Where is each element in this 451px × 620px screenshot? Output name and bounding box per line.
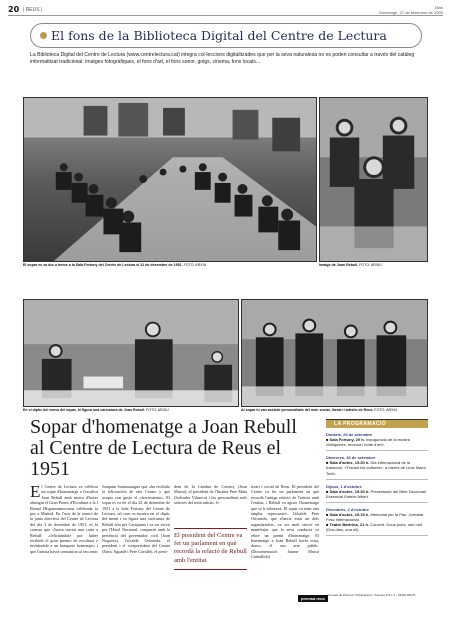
menu-diptych-caption: [23, 408, 239, 412]
banquet-photo-caption: [23, 263, 317, 267]
attendees-caption-text: Al sopar hi van assistir personalitats del món social, literari i artístic de Reus.: [241, 408, 374, 412]
banquet-photo-image: [24, 98, 316, 261]
program-title: LA PROGRAMACIÓ: [326, 419, 428, 428]
event-venue: ■ Teatre Bartrina, 21 h.: [326, 522, 370, 528]
event-text: Inauguració de la mostra «Màquines, recerca i fonts d'art».: [326, 437, 410, 448]
newspaper-page: [8, 6, 443, 614]
event-text: Presentació del llibre Diccionari Essencial Esteve Albert.: [326, 488, 427, 499]
intro-text: La Biblioteca Digital del Centre de Lectura (www.centrelectura.cat) integra col·leccions digitalitzades que per la seva naturalesa no es poden consultar a través del catàleg informatitzat tradicional: imatges fotogràfiques, el fons d'art, el fons sonor, goigs, cinema, fons locals...: [30, 52, 415, 65]
page-footer: [298, 594, 428, 604]
banner-title: El fons de la Biblioteca Digital del Centre de Lectura: [51, 28, 387, 43]
article-column-4: [251, 484, 319, 596]
rebull-portrait-caption: [319, 263, 428, 267]
event-text: Memorial per la Pau. Jornada Fesc internacional.: [326, 512, 423, 523]
drop-cap: E: [30, 484, 41, 501]
event-text: Dia internacional de la traducció. «Traduir les cultures», a càrrec de Lluís Maria Todó.: [326, 460, 426, 476]
program-event: [326, 507, 428, 536]
event-date: Dimarts, 29 de setembre: [326, 432, 373, 437]
article-pullquote: El president del Centre va fer un parlament en què recordà la relació de Rebull amb l'entitat: [174, 528, 247, 570]
page-header: [8, 6, 443, 16]
rebull-caption-text: Imatge de Joan Rebull.: [319, 263, 359, 267]
event-venue: ■ Sala d'actes, 19.15 h.: [326, 512, 370, 518]
attendees-caption: [241, 408, 428, 412]
program-event: [326, 432, 428, 451]
menu-diptych-photo: [23, 299, 239, 407]
event-venue: ■ Sala d'actes, 19.30 h.: [326, 460, 370, 466]
event-date: Dijous, 1 d'octubre: [326, 483, 362, 489]
menu-caption-text: En el díptic del menú del sopar, hi figura una caricatura de Joan Rebull.: [23, 408, 146, 412]
program-box: [326, 419, 428, 589]
issue-date: Diumenge, 27 de setembre de 2009: [379, 9, 443, 15]
article-headline: Sopar d'homenatge a Joan Rebull al Centre de Lectura de Reus el 1951: [30, 416, 297, 480]
section-banner: [30, 23, 422, 48]
page-number: 20: [8, 5, 20, 14]
article-column-1: [30, 484, 98, 596]
newspaper-brand: [379, 6, 443, 15]
event-date: Divendres, 2 d'octubre: [326, 506, 369, 512]
photo-credit: FOTO: ARXIU: [359, 263, 382, 267]
brand-name: Diari: [434, 5, 443, 10]
menu-diptych-image: [24, 300, 238, 406]
publisher-logo: premsa reus: [298, 595, 328, 602]
article-column-1-text: l Centre de Lectura va celebrar un sopar d'homenatge a l'escultor Joan Rebull amb motiu d'haver obtingut el Gran Premi d'Escultura a la I Bienal Hispanoamericana celebrada fa poc a Madrid. En l'acte de la reunió de la junta directiva del Centre de Lectura del dia 3 de desembre de 1951, es fa constar que s'havia tractat una carta a Rebull: «felicitándole por haber recibido el gran premio de escultura e invitándole a un banquete homenaje» i que l'artista havia comunicat al seu amic: [30, 484, 98, 554]
article-column-3-text: dent de la Cambra de Comerç (Joan Massó), el president de l'Institut Pere Mata (Salvador Vilaseca) i les personalitats més selectes del món artístic, li-: [174, 484, 247, 506]
banquet-photo: [23, 97, 317, 262]
event-text: Concert: Dous jours, une nuit (Dos dies, una nit).: [326, 522, 422, 533]
event-date: Dimecres, 30 de setembre: [326, 455, 376, 461]
photo-credit: FOTO: ARXIU: [146, 408, 169, 412]
section-label: | REUS |: [23, 7, 43, 13]
rebull-portrait-photo: [319, 97, 428, 262]
publisher-fineprint: Consell de Premsa i Publicacions. Passeig Prim, 2 - 43202 REUS: [328, 593, 416, 597]
program-event: [326, 455, 428, 479]
photo-credit: FOTO: ARXIU: [183, 263, 207, 267]
event-venue: ■ Sala d'actes, 19.30 h.: [326, 488, 370, 494]
article-column-4-text: terari i social de Reus. El president del Centre va fer un parlament en què recordà l'antiga relació de l'artista amb l'entitat, i Rebull va agrair l'homenatge que se li tributava. El sopar va tenir una àmplia repercussió: l'alcalde Pere Ortoneda, que n'havia estat un dels organitzadors, va ser molt sincer en manifestar que la seva conducta va rebre un premi d'homenatge. El homenatge a Joan Rebull havia estat, doncs, el seu acte públic. (Documentació: Jaume Massó Carballido): [251, 484, 319, 560]
attendees-image: [242, 300, 427, 406]
photo-credit: FOTO: ARXIU: [374, 408, 398, 412]
article-column-3: [174, 484, 247, 526]
bullet-icon: [40, 32, 47, 39]
rebull-portrait-image: [320, 98, 427, 261]
article-column-2: [102, 484, 170, 596]
attendees-photo: [241, 299, 428, 407]
program-event: [326, 484, 428, 503]
article-column-2-text: Joaquim Santasusagna que «ha recibido la felicitación de este Centro y que acepta con gusto el ofrecimiento». El sopar es va fer el dia 22 de desembre de 1951 a la Sala Fortuny del Centre de Lectura, tal com es mostra en el díptic del menú i en figura una caricatura de Rebull feta per Casajuana i va ser servit per l'Hotel Nacional, compartit amb la presència del governador civil (Joan Noguera), l'alcalde Ortoneda, el president i el vicepresident del Centre (Enric Aguadé i Pere Cavallé), el presi-: [102, 484, 170, 554]
banquet-caption-text: El sopar es va dur a terme a la Sala Fortuny del Centre de Lectura el 22 de desembre de 1951.: [23, 263, 183, 267]
event-venue: ■ Sala Fortuny, 20 h.: [326, 437, 365, 443]
